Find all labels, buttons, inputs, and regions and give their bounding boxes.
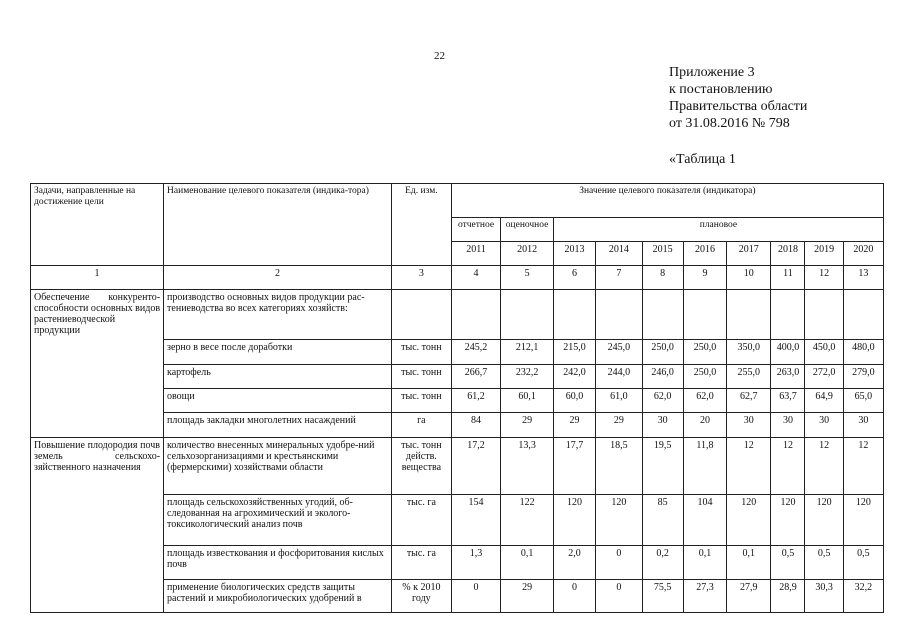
value-cell: 120 xyxy=(727,495,771,546)
value-cell: 29 xyxy=(501,413,554,438)
value-cell: 400,0 xyxy=(771,340,805,365)
value-cell: 450,0 xyxy=(805,340,843,365)
value-cell xyxy=(843,290,883,340)
value-cell xyxy=(771,290,805,340)
appendix-line: к постановлению xyxy=(669,82,773,97)
column-index: 10 xyxy=(727,266,771,290)
header-indicator: Наименование целевого показателя (индика-тора) xyxy=(164,184,392,266)
header-unit: Ед. изм. xyxy=(391,184,451,266)
indicator-name: зерно в весе после доработки xyxy=(164,340,392,365)
value-cell: 250,0 xyxy=(642,340,683,365)
value-cell: 232,2 xyxy=(501,365,554,389)
header-estimated: оценочное xyxy=(501,218,554,242)
value-cell xyxy=(553,290,595,340)
value-cell: 30,3 xyxy=(805,580,843,613)
indicator-name: картофель xyxy=(164,365,392,389)
value-cell: 29 xyxy=(553,413,595,438)
value-cell: 244,0 xyxy=(596,365,642,389)
appendix-line: Приложение 3 xyxy=(669,65,755,80)
value-cell: 266,7 xyxy=(451,365,501,389)
value-cell: 154 xyxy=(451,495,501,546)
value-cell: 30 xyxy=(843,413,883,438)
value-cell: 18,5 xyxy=(596,438,642,495)
value-cell: 62,0 xyxy=(683,389,726,413)
value-cell: 62,0 xyxy=(642,389,683,413)
appendix-line: Правительства области xyxy=(669,99,808,114)
column-index: 7 xyxy=(596,266,642,290)
page-number: 22 xyxy=(434,50,445,62)
value-cell: 64,9 xyxy=(805,389,843,413)
value-cell: 30 xyxy=(805,413,843,438)
value-cell: 246,0 xyxy=(642,365,683,389)
value-cell: 12 xyxy=(727,438,771,495)
indicator-name: применение биологических средств защиты растений и микробиологических удобрений в xyxy=(164,580,392,613)
unit-cell: тыс. тонн xyxy=(391,365,451,389)
value-cell: 1,3 xyxy=(451,546,501,580)
value-cell: 0 xyxy=(553,580,595,613)
value-cell: 0,2 xyxy=(642,546,683,580)
value-cell: 85 xyxy=(642,495,683,546)
value-cell: 120 xyxy=(843,495,883,546)
value-cell: 480,0 xyxy=(843,340,883,365)
appendix-block xyxy=(669,64,807,132)
value-cell: 65,0 xyxy=(843,389,883,413)
header-planned: плановое xyxy=(553,218,883,242)
column-index: 9 xyxy=(683,266,726,290)
value-cell: 62,7 xyxy=(727,389,771,413)
unit-cell xyxy=(391,290,451,340)
unit-cell: тыс. га xyxy=(391,495,451,546)
value-cell: 32,2 xyxy=(843,580,883,613)
value-cell: 63,7 xyxy=(771,389,805,413)
column-index: 3 xyxy=(391,266,451,290)
value-cell xyxy=(642,290,683,340)
value-cell: 27,3 xyxy=(683,580,726,613)
header-tasks: Задачи, направленные на достижение цели xyxy=(31,184,164,266)
value-cell: 0,5 xyxy=(771,546,805,580)
value-cell: 28,9 xyxy=(771,580,805,613)
header-reported: отчетное xyxy=(451,218,501,242)
value-cell: 212,1 xyxy=(501,340,554,365)
column-index: 6 xyxy=(553,266,595,290)
value-cell: 84 xyxy=(451,413,501,438)
column-index: 1 xyxy=(31,266,164,290)
value-cell xyxy=(683,290,726,340)
year-header: 2018 xyxy=(771,242,805,266)
value-cell: 120 xyxy=(553,495,595,546)
value-cell: 122 xyxy=(501,495,554,546)
column-index: 5 xyxy=(501,266,554,290)
value-cell: 245,2 xyxy=(451,340,501,365)
value-cell: 272,0 xyxy=(805,365,843,389)
value-cell: 30 xyxy=(642,413,683,438)
value-cell: 242,0 xyxy=(553,365,595,389)
year-header: 2013 xyxy=(553,242,595,266)
value-cell: 60,0 xyxy=(553,389,595,413)
value-cell: 120 xyxy=(771,495,805,546)
value-cell: 120 xyxy=(805,495,843,546)
year-header: 2019 xyxy=(805,242,843,266)
value-cell: 29 xyxy=(501,580,554,613)
unit-cell: тыс. тонн xyxy=(391,340,451,365)
year-header: 2017 xyxy=(727,242,771,266)
value-cell: 12 xyxy=(805,438,843,495)
column-index: 8 xyxy=(642,266,683,290)
value-cell: 13,3 xyxy=(501,438,554,495)
value-cell xyxy=(501,290,554,340)
value-cell: 255,0 xyxy=(727,365,771,389)
year-header: 2014 xyxy=(596,242,642,266)
column-index: 13 xyxy=(843,266,883,290)
indicator-table xyxy=(30,183,884,613)
value-cell: 279,0 xyxy=(843,365,883,389)
column-index: 11 xyxy=(771,266,805,290)
value-cell: 0 xyxy=(596,580,642,613)
value-cell: 61,2 xyxy=(451,389,501,413)
year-header: 2011 xyxy=(451,242,501,266)
unit-cell: тыс. га xyxy=(391,546,451,580)
table-row xyxy=(31,290,884,340)
appendix-line: от 31.08.2016 № 798 xyxy=(669,116,790,131)
value-cell xyxy=(596,290,642,340)
value-cell: 17,7 xyxy=(553,438,595,495)
value-cell: 19,5 xyxy=(642,438,683,495)
value-cell xyxy=(805,290,843,340)
value-cell: 263,0 xyxy=(771,365,805,389)
task-cell: Повышение плодородия почв земель сельскохо-зяйственного назначения xyxy=(31,438,164,613)
value-cell: 245,0 xyxy=(596,340,642,365)
value-cell: 0,5 xyxy=(843,546,883,580)
header-value: Значение целевого показателя (индикатора) xyxy=(451,184,883,218)
value-cell: 30 xyxy=(727,413,771,438)
indicator-name: овощи xyxy=(164,389,392,413)
indicator-name: производство основных видов продукции рас-тениеводства во всех категориях хозяйств: xyxy=(164,290,392,340)
value-cell: 350,0 xyxy=(727,340,771,365)
value-cell: 0,1 xyxy=(501,546,554,580)
table-label: «Таблица 1 xyxy=(669,152,736,167)
value-cell: 215,0 xyxy=(553,340,595,365)
indicator-name: площадь известкования и фосфоритования кислых почв xyxy=(164,546,392,580)
value-cell: 12 xyxy=(843,438,883,495)
value-cell: 104 xyxy=(683,495,726,546)
indicator-name: количество внесенных минеральных удобре-ний сельхозорганизациями и крестьянскими (фермерскими) хозяйствами области xyxy=(164,438,392,495)
year-header: 2020 xyxy=(843,242,883,266)
column-index: 12 xyxy=(805,266,843,290)
year-header: 2015 xyxy=(642,242,683,266)
year-header: 2012 xyxy=(501,242,554,266)
value-cell: 0,1 xyxy=(683,546,726,580)
value-cell: 30 xyxy=(771,413,805,438)
unit-cell: тыс. тонн xyxy=(391,389,451,413)
value-cell xyxy=(451,290,501,340)
value-cell: 27,9 xyxy=(727,580,771,613)
value-cell: 12 xyxy=(771,438,805,495)
value-cell: 20 xyxy=(683,413,726,438)
year-header: 2016 xyxy=(683,242,726,266)
value-cell: 0,5 xyxy=(805,546,843,580)
value-cell: 17,2 xyxy=(451,438,501,495)
value-cell: 61,0 xyxy=(596,389,642,413)
value-cell: 75,5 xyxy=(642,580,683,613)
indicator-name: площадь закладки многолетних насаждений xyxy=(164,413,392,438)
unit-cell: тыс. тонн действ. вещества xyxy=(391,438,451,495)
value-cell: 0 xyxy=(451,580,501,613)
value-cell: 120 xyxy=(596,495,642,546)
value-cell: 0,1 xyxy=(727,546,771,580)
value-cell: 2,0 xyxy=(553,546,595,580)
value-cell: 250,0 xyxy=(683,340,726,365)
value-cell: 11,8 xyxy=(683,438,726,495)
value-cell: 0 xyxy=(596,546,642,580)
value-cell xyxy=(727,290,771,340)
column-index: 4 xyxy=(451,266,501,290)
value-cell: 250,0 xyxy=(683,365,726,389)
value-cell: 29 xyxy=(596,413,642,438)
table-row xyxy=(31,438,884,495)
task-cell: Обеспечение конкуренто-способности основных видов растениеводческой продукции xyxy=(31,290,164,438)
unit-cell: га xyxy=(391,413,451,438)
column-index: 2 xyxy=(164,266,392,290)
indicator-name: площадь сельскохозяйственных угодий, об-следованная на агрохимический и эколого-токсикологический анализ почв xyxy=(164,495,392,546)
value-cell: 60,1 xyxy=(501,389,554,413)
unit-cell: % к 2010 году xyxy=(391,580,451,613)
